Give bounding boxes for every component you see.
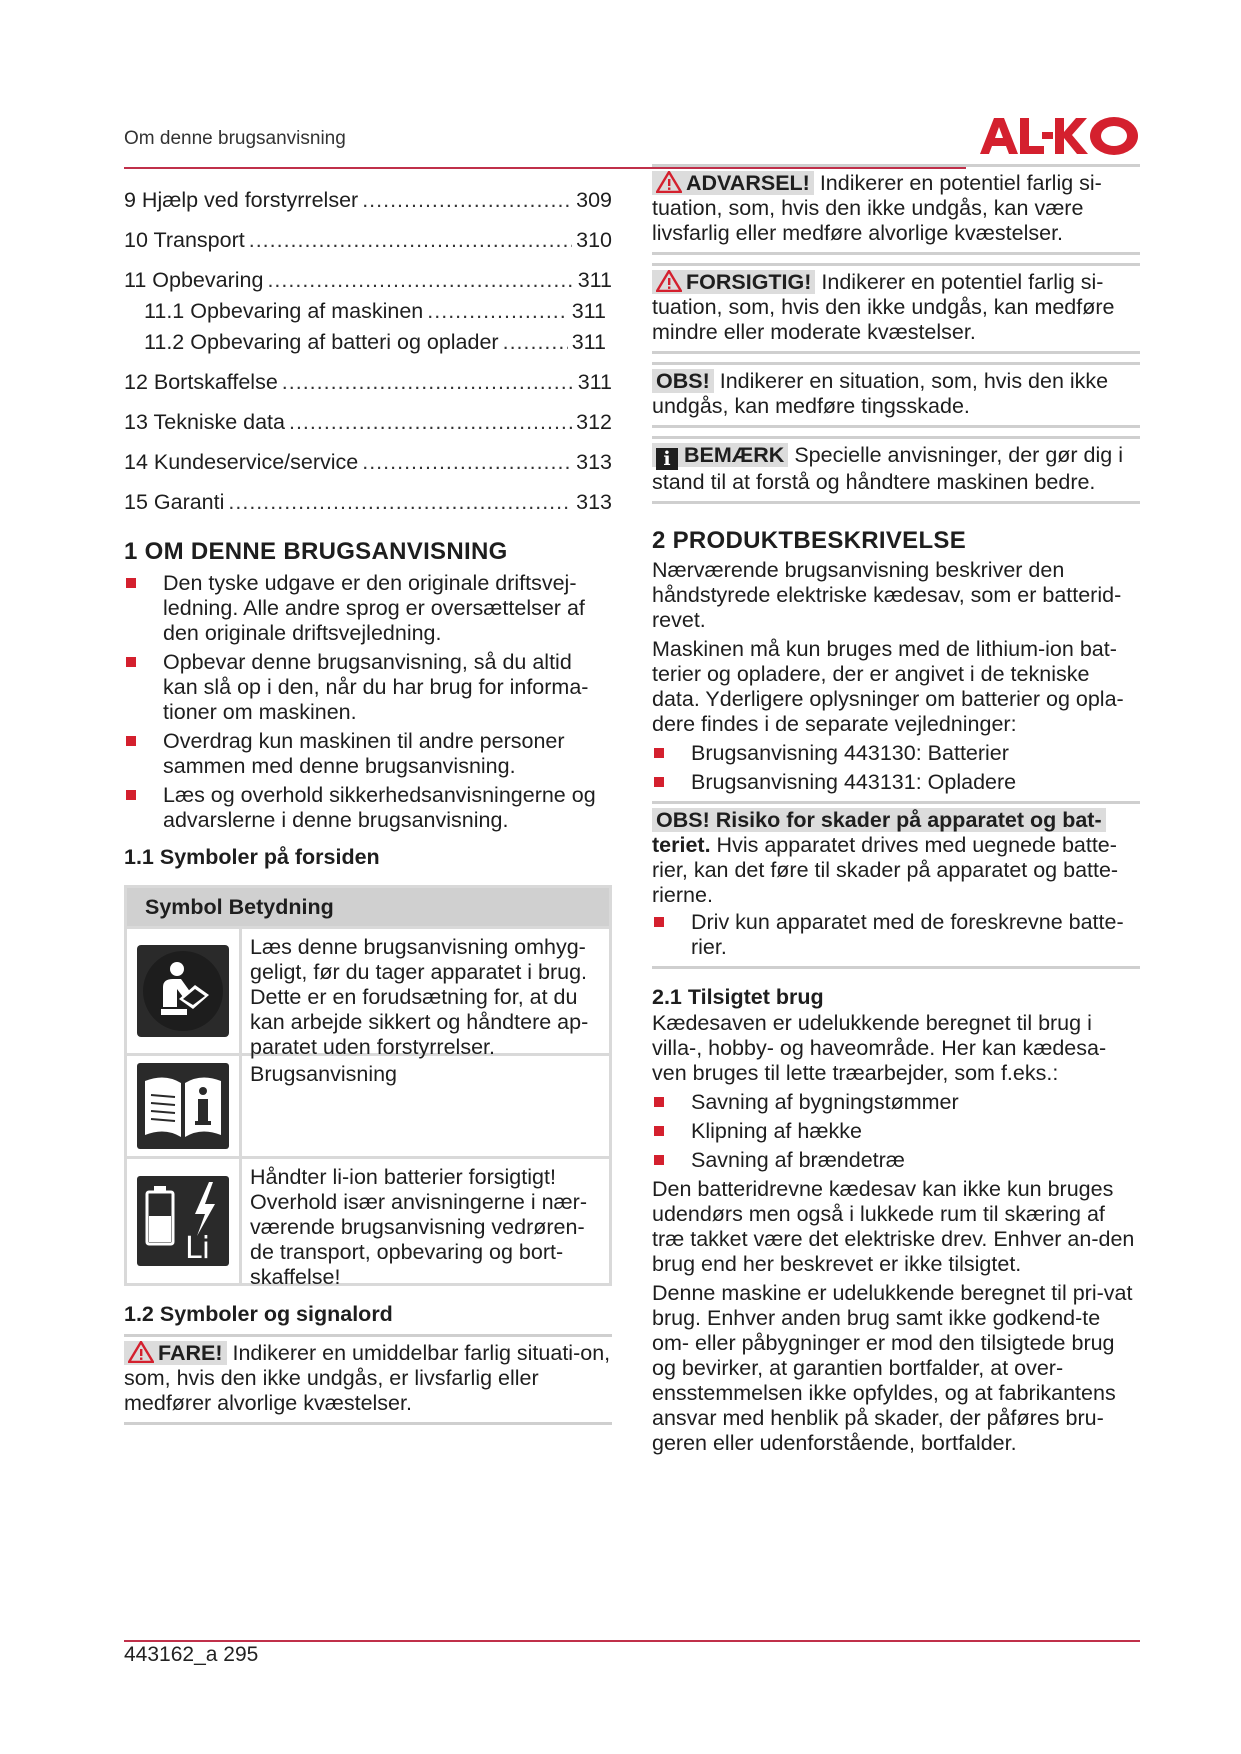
toc-leader-dots (362, 186, 572, 215)
toc-leader-dots (267, 266, 573, 295)
list-item: Læs og overhold sikkerhedsanvisningerne og advarslerne i denne brugsanvisning. (124, 783, 612, 833)
toc-entry-label: 13 Tekniske data (124, 410, 285, 434)
section2-heading: 2 PRODUKTBESKRIVELSE (652, 527, 967, 554)
toc-entry[interactable] (124, 408, 612, 437)
symbol-table-header: Symbol Betydning (127, 888, 609, 926)
signal-key (652, 369, 714, 393)
obs-battery-key: OBS! Risiko for skader på apparatet og bat- (652, 808, 1106, 832)
toc-entry[interactable] (124, 328, 612, 357)
signal-box (652, 362, 1140, 428)
li-ion-battery-icon (127, 1159, 242, 1283)
info-icon: i (656, 448, 678, 470)
table-row (127, 1053, 609, 1156)
toc-entry-page: 312 (576, 410, 612, 434)
toc-entry-page: 311 (577, 370, 612, 394)
toc-entry-page: 309 (576, 188, 612, 212)
toc-leader-dots (362, 448, 572, 477)
symbol-meaning-text: Brugsanvisning (250, 1062, 398, 1086)
signal-key-label: ADVARSEL! (686, 171, 810, 195)
section1-1-heading: 1.1 Symboler på forsiden (124, 845, 380, 869)
obs-battery-text: Hvis apparatet drives med uegnede batte-rier, kan det føre til skader på apparatet og batte-rierne. (652, 833, 1119, 907)
toc-leader-dots (249, 226, 572, 255)
toc-entry-page: 313 (576, 450, 612, 474)
toc-entry-label: 14 Kundeservice/service (124, 450, 359, 474)
signal-key-label: OBS! (656, 369, 710, 393)
toc-entry-label: 12 Bortskaffelse (124, 370, 278, 394)
list-item: Savning af brændetræ (652, 1148, 1140, 1173)
section1-bullets (124, 571, 612, 833)
signal-box (652, 164, 1140, 255)
list-item: Driv kun apparatet med de foreskrevne batte-rier. (652, 910, 1140, 960)
signal-text: Indikerer en situation, som, hvis den ikke undgås, kan medføre tingsskade. (652, 369, 1109, 418)
section2-paragraph-2: Maskinen må kun bruges med de lithium-ion bat-terier og opladere, der er angivet i de tekniske data. Yderligere oplysninger om batterier og opla-dere findes i de separate vejledninger: (652, 637, 1124, 736)
toc-entry-label: 10 Transport (124, 228, 245, 252)
running-header: Om denne brugsanvisning (124, 128, 346, 149)
table-row (127, 1156, 609, 1289)
signal-text: Indikerer en potentiel farlig si-tuation, som, hvis den ikke undgås, kan være livsfarlig eller medføre alvorlige kvæstelser. (652, 171, 1102, 245)
toc-leader-dots (289, 408, 572, 437)
toc-entry[interactable] (124, 488, 612, 517)
toc-entry[interactable] (124, 186, 612, 215)
obs-battery-bullets (652, 910, 1140, 960)
section2-1-paragraph: Kædesaven er udelukkende beregnet til brug i villa-, hobby- og haveområde. Her kan kædesa-ven bruges til lette træarbejder, som f.eks.: (652, 1011, 1107, 1085)
warning-triangle-icon (656, 171, 682, 193)
toc-entry-page: 311 (577, 268, 612, 292)
toc-entry-page: 310 (576, 228, 612, 252)
signal-key (652, 171, 814, 195)
toc-entry-label: 15 Garanti (124, 490, 225, 514)
right-column (652, 164, 1140, 1456)
toc-leader-dots (282, 368, 574, 397)
toc-entry[interactable] (124, 368, 612, 397)
list-item: Brugsanvisning 443130: Batterier (652, 741, 1140, 766)
list-item: Den tyske udgave er den originale driftsvej-ledning. Alle andre sprog er oversættelser af den originale driftsvejledning. (124, 571, 612, 646)
list-item: Overdrag kun maskinen til andre personer sammen med denne brugsanvisning. (124, 729, 612, 779)
symbol-table (124, 885, 612, 1289)
toc-entry-page: 313 (576, 490, 612, 514)
list-item: Klipning af hække (652, 1119, 1140, 1144)
footer-rule (124, 1640, 1140, 1642)
fare-key-label: FARE! (158, 1341, 223, 1365)
section1-heading: 1 OM DENNE BRUGSANVISNING (124, 538, 508, 565)
toc-leader-dots (503, 328, 568, 357)
obs-battery-key-cont: teriet. (652, 833, 711, 857)
section1-2-heading: 1.2 Symboler og signalord (124, 1302, 393, 1326)
obs-battery-box (652, 801, 1140, 969)
intended-use-bullets (652, 1090, 1140, 1173)
signal-text: Specielle anvisninger, der gør dig i stand til at forstå og håndtere maskinen bedre. (652, 443, 1123, 494)
section2-1-heading: 2.1 Tilsigtet brug (652, 985, 824, 1009)
toc-entry-label: 11.2 Opbevaring af batteri og oplader (144, 330, 499, 354)
section2-bullets (652, 741, 1140, 795)
toc-entry[interactable] (124, 226, 612, 255)
fare-text: Indikerer en umiddelbar farlig situati-on, som, hvis den ikke undgås, er livsfarlig eller medfører alvorlige kvæstelser. (124, 1341, 611, 1415)
manual-info-icon (127, 1056, 242, 1156)
signal-boxes (652, 164, 1140, 504)
alko-logo (980, 114, 1140, 163)
signal-key (652, 270, 815, 294)
symbol-meaning-text: Læs denne brugsanvisning omhyg-geligt, før du tager apparatet i brug. Dette er en forudsætning for, at du kan arbejde sikkert og håndtere ap-paratet uden forstyrrelser. (250, 935, 589, 1059)
toc-leader-dots (228, 488, 572, 517)
symbol-meaning-text: Håndter li-ion batterier forsigtigt! Overhold især anvisningerne i nær-værende brugsanvisning vedrøren-de transport, opbevaring og bort-skaffelse! (250, 1165, 587, 1289)
toc-entry[interactable] (124, 448, 612, 477)
section2-1-paragraph-2: Den batteridrevne kædesav kan ikke kun bruges udendørs men også i lukkede rum til skæring af træ takket være det elektriske drev. Enhver an-den brug end her beskrevet er ikke tilsigtet. (652, 1177, 1135, 1276)
toc-leader-dots (427, 297, 567, 326)
signal-text: Indikerer en potentiel farlig si-tuation, som, hvis den ikke undgås, kan medføre mindre eller moderate kvæstelser. (652, 270, 1115, 344)
list-item: Savning af bygningstømmer (652, 1090, 1140, 1115)
toc-entry-page: 311 (571, 330, 606, 354)
toc-entry-label: 11.1 Opbevaring af maskinen (144, 299, 424, 323)
list-item: Brugsanvisning 443131: Opladere (652, 770, 1140, 795)
list-item: Opbevar denne brugsanvisning, så du altid kan slå op i den, når du har brug for informa-tioner om maskinen. (124, 650, 612, 725)
signal-key (652, 443, 788, 470)
table-of-contents (124, 186, 612, 517)
toc-entry-page: 311 (571, 299, 606, 323)
section2-1-paragraph-3: Denne maskine er udelukkende beregnet til pri-vat brug. Enhver anden brug samt ikke godkend-te om- eller påbygninger er mod den tilsigtede brug og bevirker, at garantien bortfalder, at over-ensstemmelsen ikke opfyldes, og at fabrikantens ansvar med henblik på skader, der påføres bru-geren eller udenforstående, bortfalder. (652, 1281, 1133, 1455)
fare-signal-box (124, 1334, 612, 1425)
signal-box (652, 436, 1140, 504)
read-manual-icon (127, 929, 242, 1053)
warning-triangle-icon (656, 270, 682, 292)
toc-entry-label: 9 Hjælp ved forstyrrelser (124, 188, 359, 212)
svg-text:Li: Li (185, 1231, 211, 1266)
toc-entry[interactable] (124, 266, 612, 295)
signal-key-label: FORSIGTIG! (686, 270, 812, 294)
page-footer: 443162_a 295 (124, 1643, 259, 1666)
table-row (127, 926, 609, 1059)
section2-paragraph-1: Nærværende brugsanvisning beskriver den håndstyrede elektriske kædesav, som er batterid-revet. (652, 558, 1122, 632)
signal-box (652, 263, 1140, 354)
warning-triangle-icon (128, 1341, 154, 1363)
toc-entry[interactable] (124, 297, 612, 326)
fare-key (124, 1341, 227, 1365)
left-column (124, 186, 612, 1425)
toc-entry-label: 11 Opbevaring (124, 268, 264, 292)
signal-key-label: BEMÆRK (684, 443, 785, 467)
